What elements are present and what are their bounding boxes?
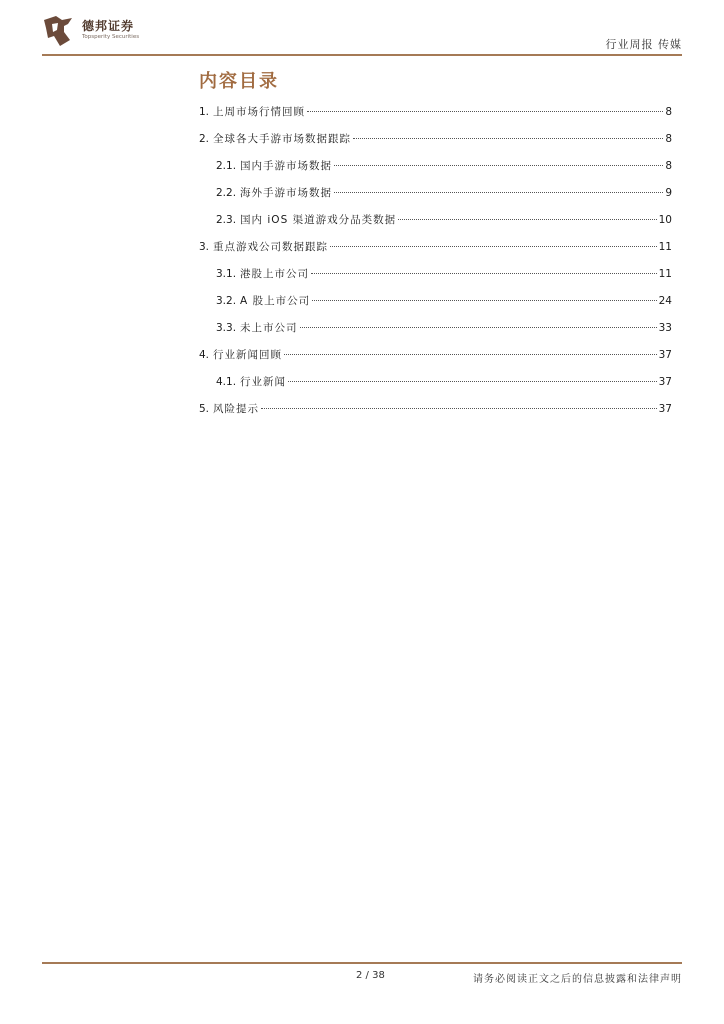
toc-leader-dots <box>334 165 663 166</box>
toc-entry-page: 8 <box>665 160 672 172</box>
toc-entry-label: 风险提示 <box>213 403 260 415</box>
toc-entry[interactable] <box>199 104 672 131</box>
toc-leader-dots <box>334 192 663 193</box>
toc-leader-dots <box>288 381 657 382</box>
toc-entry-number: 2. <box>199 133 210 145</box>
toc-entry-number: 3.1. <box>216 268 237 280</box>
toc-entry-page: 11 <box>658 241 672 253</box>
header-divider <box>42 54 682 56</box>
toc-leader-dots <box>261 408 657 409</box>
report-category: 行业周报 传媒 <box>605 38 682 51</box>
toc-entry-label: 国内 iOS 渠道游戏分品类数据 <box>240 214 397 226</box>
toc-entry-number: 3.2. <box>216 295 237 307</box>
toc-leader-dots <box>311 273 657 274</box>
toc-entry-page: 9 <box>665 187 672 199</box>
footer-divider <box>42 962 682 964</box>
toc-entry-number: 2.1. <box>216 160 237 172</box>
toc-leader-dots <box>312 300 657 301</box>
toc-entry[interactable] <box>199 374 672 401</box>
toc-entry[interactable] <box>199 320 672 347</box>
toc-entry-label: 海外手游市场数据 <box>240 187 333 199</box>
toc-entry-number: 2.3. <box>216 214 237 226</box>
toc-entry-label: 重点游戏公司数据跟踪 <box>213 241 329 253</box>
toc-entry-label: 全球各大手游市场数据跟踪 <box>213 133 352 145</box>
toc-leader-dots <box>353 138 663 139</box>
disclaimer-note: 请务必阅读正文之后的信息披露和法律声明 <box>473 974 682 985</box>
toc-leader-dots <box>307 111 663 112</box>
toc-entry-label: A 股上市公司 <box>240 295 311 307</box>
toc-entry[interactable] <box>199 239 672 266</box>
toc-entry-number: 4.1. <box>216 376 237 388</box>
toc-leader-dots <box>300 327 657 328</box>
toc-entry-page: 8 <box>665 106 672 118</box>
toc-entry-number: 2.2. <box>216 187 237 199</box>
page-header <box>0 0 724 60</box>
toc-entry[interactable] <box>199 266 672 293</box>
logo-mark-icon <box>42 14 76 48</box>
toc-entry-label: 行业新闻回顾 <box>213 349 283 361</box>
brand-subtitle: Topsperity Securities <box>82 34 140 40</box>
toc-entry[interactable] <box>199 293 672 320</box>
toc-entry-label: 未上市公司 <box>240 322 298 334</box>
toc-entry-page: 10 <box>658 214 672 226</box>
toc-entry-number: 3.3. <box>216 322 237 334</box>
toc-entry[interactable] <box>199 212 672 239</box>
toc-entry-page: 37 <box>658 349 672 361</box>
toc-leader-dots <box>398 219 657 220</box>
toc-entry-label: 国内手游市场数据 <box>240 160 333 172</box>
toc-entry-number: 5. <box>199 403 210 415</box>
brand-name: 德邦证券 <box>82 19 135 33</box>
toc-title: 内容目录 <box>199 71 279 92</box>
toc-entry[interactable] <box>199 347 672 374</box>
page-number: 2 / 38 <box>356 970 385 981</box>
toc-entry[interactable] <box>199 185 672 212</box>
toc-entry-page: 37 <box>658 376 672 388</box>
table-of-contents <box>199 104 672 428</box>
toc-entry-page: 33 <box>658 322 672 334</box>
toc-entry-page: 11 <box>658 268 672 280</box>
toc-entry[interactable] <box>199 131 672 158</box>
toc-leader-dots <box>284 354 657 355</box>
toc-entry-page: 24 <box>658 295 672 307</box>
toc-entry-number: 3. <box>199 241 210 253</box>
toc-entry-page: 8 <box>665 133 672 145</box>
company-logo <box>42 14 152 48</box>
toc-entry[interactable] <box>199 158 672 185</box>
toc-leader-dots <box>330 246 657 247</box>
toc-entry-label: 港股上市公司 <box>240 268 310 280</box>
toc-entry-label: 上周市场行情回顾 <box>213 106 306 118</box>
toc-entry-page: 37 <box>658 403 672 415</box>
toc-entry-label: 行业新闻 <box>240 376 287 388</box>
toc-entry-number: 1. <box>199 106 210 118</box>
toc-entry[interactable] <box>199 401 672 428</box>
toc-entry-number: 4. <box>199 349 210 361</box>
